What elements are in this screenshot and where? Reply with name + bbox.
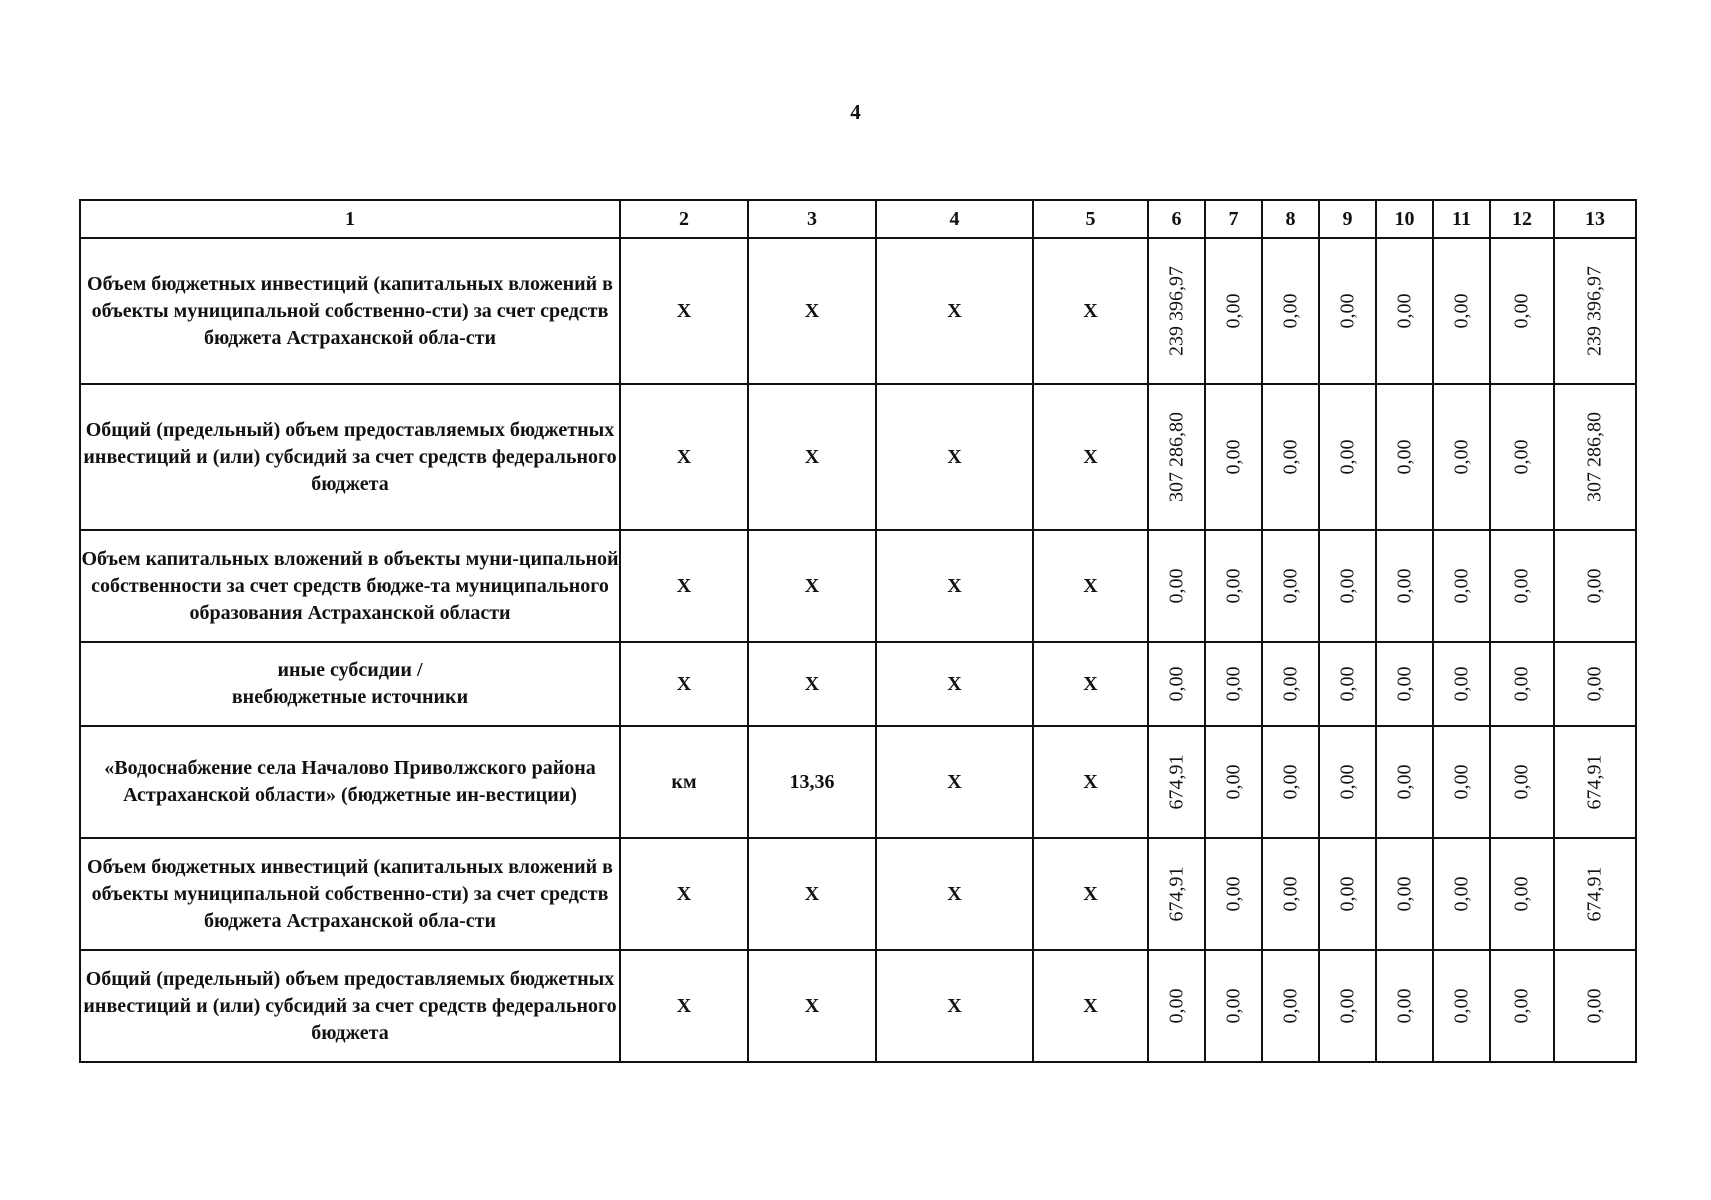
- quantity-cell: X: [748, 950, 876, 1062]
- value-cell: [1262, 530, 1319, 642]
- value-cell: [1148, 726, 1205, 838]
- value-text: 0,00: [1279, 988, 1301, 1024]
- quantity-cell: X: [748, 530, 876, 642]
- column-header: 2: [620, 200, 748, 238]
- value-text: 0,00: [1336, 988, 1358, 1024]
- value-text: 0,00: [1336, 568, 1358, 604]
- value-text: 239 396,97: [1583, 266, 1606, 356]
- value-cell: [1319, 726, 1376, 838]
- value-text: 0,00: [1279, 764, 1301, 800]
- header-row: [80, 200, 1636, 238]
- row-description: иные субсидии / внебюджетные источники: [80, 642, 620, 726]
- value-cell: [1554, 838, 1636, 950]
- value-cell: [1262, 384, 1319, 530]
- value-text: 0,00: [1583, 988, 1606, 1024]
- value-cell: [1148, 950, 1205, 1062]
- column-header: 9: [1319, 200, 1376, 238]
- row-description: «Водоснабжение села Началово Приволжского района Астраханской области» (бюджетные ин-вестиции): [80, 726, 620, 838]
- quantity-cell: 13,36: [748, 726, 876, 838]
- cell-col4: X: [876, 384, 1033, 530]
- unit-cell: X: [620, 384, 748, 530]
- value-cell: [1490, 950, 1554, 1062]
- cell-col4: X: [876, 238, 1033, 384]
- value-text: 0,00: [1583, 568, 1606, 604]
- value-text: 0,00: [1510, 764, 1533, 800]
- cell-col4: X: [876, 642, 1033, 726]
- cell-col5: X: [1033, 726, 1148, 838]
- unit-cell: X: [620, 530, 748, 642]
- row-description: Общий (предельный) объем предоставляемых бюджетных инвестиций и (или) субсидий за счет средств федерального бюджета: [80, 950, 620, 1062]
- value-cell: [1319, 950, 1376, 1062]
- quantity-cell: X: [748, 238, 876, 384]
- value-text: 0,00: [1510, 568, 1533, 604]
- value-text: 307 286,80: [1165, 412, 1187, 502]
- unit-cell: X: [620, 238, 748, 384]
- value-text: 674,91: [1165, 866, 1187, 922]
- value-text: 0,00: [1222, 876, 1244, 912]
- cell-col4: X: [876, 726, 1033, 838]
- value-cell: [1490, 726, 1554, 838]
- cell-col5: X: [1033, 238, 1148, 384]
- value-text: 239 396,97: [1165, 266, 1187, 356]
- value-cell: [1554, 384, 1636, 530]
- value-cell: [1554, 642, 1636, 726]
- value-cell: [1319, 238, 1376, 384]
- value-text: 0,00: [1393, 988, 1415, 1024]
- value-text: 0,00: [1510, 439, 1533, 475]
- value-text: 0,00: [1393, 439, 1415, 475]
- cell-col5: X: [1033, 642, 1148, 726]
- value-text: 0,00: [1450, 988, 1472, 1024]
- cell-col5: X: [1033, 530, 1148, 642]
- value-text: 0,00: [1222, 764, 1244, 800]
- value-text: 0,00: [1393, 764, 1415, 800]
- value-cell: [1376, 642, 1433, 726]
- value-cell: [1490, 530, 1554, 642]
- value-cell: [1376, 238, 1433, 384]
- cell-col4: X: [876, 530, 1033, 642]
- page-number: 4: [850, 100, 861, 124]
- value-text: 674,91: [1583, 866, 1606, 922]
- value-cell: [1433, 530, 1490, 642]
- value-text: 0,00: [1336, 293, 1358, 329]
- value-cell: [1376, 838, 1433, 950]
- budget-table: [79, 199, 1637, 1063]
- value-text: 0,00: [1450, 876, 1472, 912]
- value-cell: [1205, 384, 1262, 530]
- value-cell: [1148, 642, 1205, 726]
- value-text: 0,00: [1510, 293, 1533, 329]
- value-cell: [1376, 726, 1433, 838]
- value-cell: [1148, 384, 1205, 530]
- value-text: 0,00: [1450, 568, 1472, 604]
- value-text: 0,00: [1336, 666, 1358, 702]
- table-row: [80, 950, 1636, 1062]
- value-text: 0,00: [1222, 293, 1244, 329]
- value-cell: [1148, 838, 1205, 950]
- value-text: 0,00: [1393, 293, 1415, 329]
- value-text: 0,00: [1222, 568, 1244, 604]
- value-text: 0,00: [1336, 439, 1358, 475]
- quantity-cell: X: [748, 838, 876, 950]
- value-text: 674,91: [1165, 754, 1187, 810]
- column-header: 3: [748, 200, 876, 238]
- table-row: [80, 642, 1636, 726]
- value-cell: [1319, 642, 1376, 726]
- value-text: 0,00: [1336, 876, 1358, 912]
- value-text: 0,00: [1336, 764, 1358, 800]
- value-cell: [1376, 950, 1433, 1062]
- value-cell: [1319, 838, 1376, 950]
- column-header: 4: [876, 200, 1033, 238]
- value-text: 0,00: [1279, 568, 1301, 604]
- cell-col5: X: [1033, 838, 1148, 950]
- value-text: 0,00: [1393, 568, 1415, 604]
- row-description: Объем бюджетных инвестиций (капитальных вложений в объекты муниципальной собственно-сти) за счет средств бюджета Астраханской обла-сти: [80, 238, 620, 384]
- unit-cell: км: [620, 726, 748, 838]
- value-cell: [1205, 238, 1262, 384]
- value-cell: [1554, 950, 1636, 1062]
- table-row: [80, 384, 1636, 530]
- value-text: 0,00: [1583, 666, 1606, 702]
- value-cell: [1148, 530, 1205, 642]
- value-text: 307 286,80: [1583, 412, 1606, 502]
- value-cell: [1433, 238, 1490, 384]
- value-text: 0,00: [1165, 988, 1187, 1024]
- value-text: 0,00: [1393, 666, 1415, 702]
- value-cell: [1319, 384, 1376, 530]
- value-text: 0,00: [1450, 293, 1472, 329]
- value-cell: [1376, 384, 1433, 530]
- value-text: 0,00: [1450, 439, 1472, 475]
- value-text: 0,00: [1279, 439, 1301, 475]
- cell-col4: X: [876, 838, 1033, 950]
- value-text: 0,00: [1393, 876, 1415, 912]
- value-cell: [1490, 642, 1554, 726]
- cell-col4: X: [876, 950, 1033, 1062]
- value-cell: [1554, 530, 1636, 642]
- value-cell: [1205, 530, 1262, 642]
- value-cell: [1262, 838, 1319, 950]
- value-text: 0,00: [1222, 666, 1244, 702]
- column-header: 6: [1148, 200, 1205, 238]
- quantity-cell: X: [748, 384, 876, 530]
- value-cell: [1205, 838, 1262, 950]
- value-cell: [1433, 950, 1490, 1062]
- value-cell: [1554, 238, 1636, 384]
- quantity-cell: X: [748, 642, 876, 726]
- value-cell: [1490, 238, 1554, 384]
- column-header: 10: [1376, 200, 1433, 238]
- value-cell: [1205, 642, 1262, 726]
- value-cell: [1205, 726, 1262, 838]
- value-text: 674,91: [1583, 754, 1606, 810]
- value-cell: [1554, 726, 1636, 838]
- value-text: 0,00: [1165, 666, 1187, 702]
- value-cell: [1490, 838, 1554, 950]
- value-cell: [1262, 238, 1319, 384]
- row-description: Общий (предельный) объем предоставляемых бюджетных инвестиций и (или) субсидий за счет средств федерального бюджета: [80, 384, 620, 530]
- value-cell: [1490, 384, 1554, 530]
- value-text: 0,00: [1279, 876, 1301, 912]
- value-cell: [1433, 838, 1490, 950]
- cell-col5: X: [1033, 950, 1148, 1062]
- table-row: [80, 530, 1636, 642]
- value-text: 0,00: [1222, 988, 1244, 1024]
- value-text: 0,00: [1222, 439, 1244, 475]
- value-cell: [1205, 950, 1262, 1062]
- value-cell: [1433, 726, 1490, 838]
- value-text: 0,00: [1450, 764, 1472, 800]
- column-header: 13: [1554, 200, 1636, 238]
- value-text: 0,00: [1510, 876, 1533, 912]
- unit-cell: X: [620, 838, 748, 950]
- value-text: 0,00: [1510, 666, 1533, 702]
- value-cell: [1376, 530, 1433, 642]
- value-text: 0,00: [1279, 293, 1301, 329]
- column-header: 11: [1433, 200, 1490, 238]
- column-header: 1: [80, 200, 620, 238]
- value-cell: [1262, 726, 1319, 838]
- column-header: 8: [1262, 200, 1319, 238]
- column-header: 5: [1033, 200, 1148, 238]
- row-description: Объем бюджетных инвестиций (капитальных вложений в объекты муниципальной собственно-сти) за счет средств бюджета Астраханской обла-сти: [80, 838, 620, 950]
- table-row: [80, 726, 1636, 838]
- cell-col5: X: [1033, 384, 1148, 530]
- unit-cell: X: [620, 950, 748, 1062]
- value-text: 0,00: [1165, 568, 1187, 604]
- value-cell: [1433, 642, 1490, 726]
- value-text: 0,00: [1279, 666, 1301, 702]
- column-header: 12: [1490, 200, 1554, 238]
- value-cell: [1148, 238, 1205, 384]
- column-header: 7: [1205, 200, 1262, 238]
- value-cell: [1262, 642, 1319, 726]
- value-cell: [1433, 384, 1490, 530]
- unit-cell: X: [620, 642, 748, 726]
- value-text: 0,00: [1510, 988, 1533, 1024]
- value-text: 0,00: [1450, 666, 1472, 702]
- value-cell: [1319, 530, 1376, 642]
- value-cell: [1262, 950, 1319, 1062]
- table-row: [80, 238, 1636, 384]
- row-description: Объем капитальных вложений в объекты муни-ципальной собственности за счет средств бюдже-та муниципального образования Астраханской области: [80, 530, 620, 642]
- table-row: [80, 838, 1636, 950]
